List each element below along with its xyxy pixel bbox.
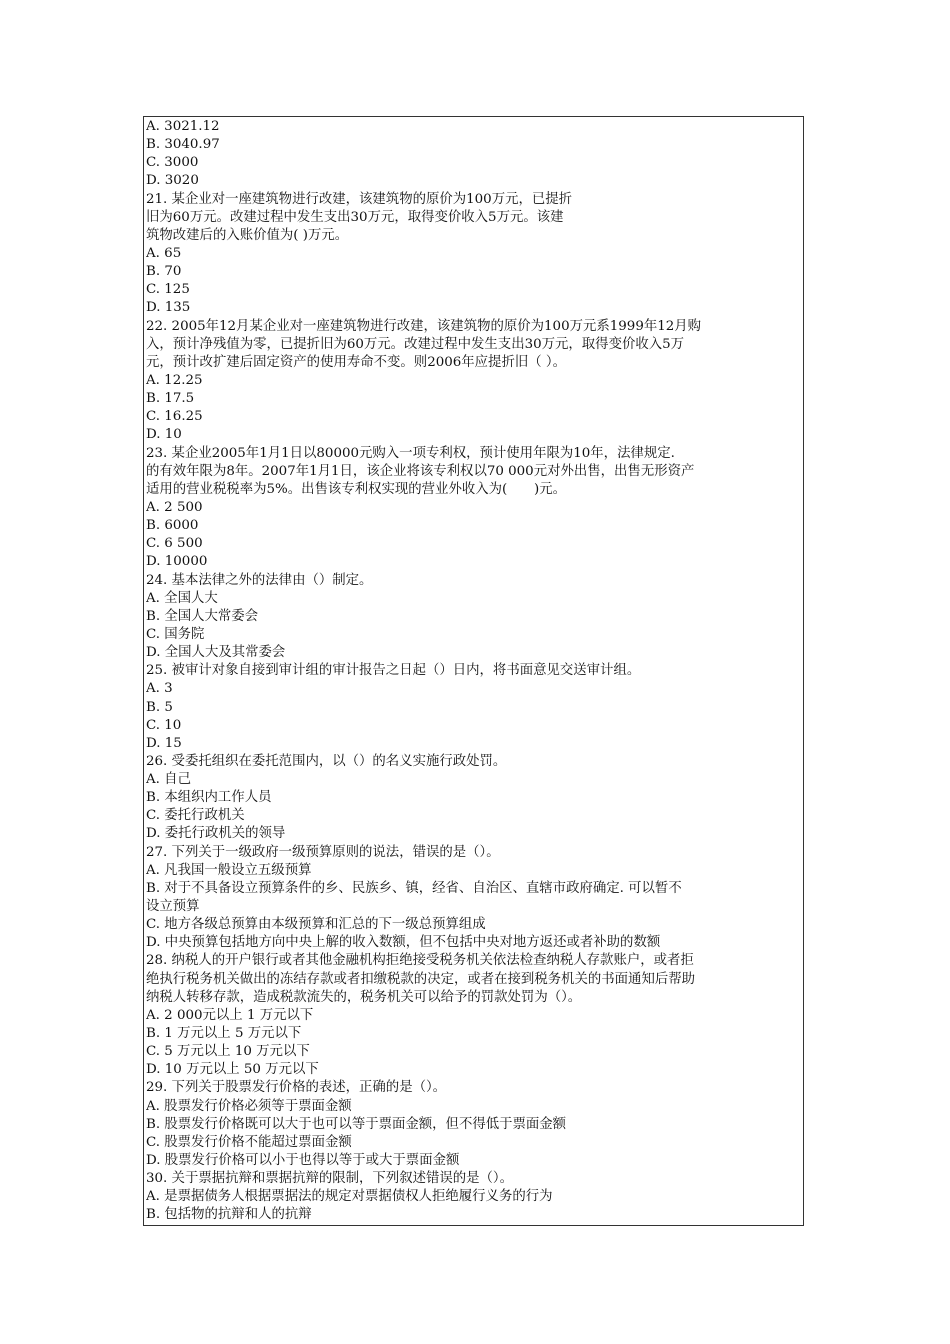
- text-line: A. 凡我国一般设立五级预算: [146, 862, 312, 878]
- text-line: D. 全国人大及其常委会: [146, 645, 286, 661]
- text-line: D. 10000: [146, 554, 208, 570]
- text-line: B. 股票发行价格既可以大于也可以等于票面金额，但不得低于票面金额: [146, 1116, 567, 1132]
- text-line: B. 包括物的抗辩和人的抗辩: [146, 1207, 312, 1223]
- text-line: 21. 某企业对一座建筑物进行改建，该建筑物的原价为100万元，已提折: [146, 191, 573, 207]
- text-line: C. 16.25: [146, 409, 203, 425]
- text-line: D. 10 万元以上 50 万元以下: [146, 1062, 319, 1078]
- text-line: C. 国务院: [146, 626, 205, 642]
- document-frame: [143, 116, 804, 1226]
- text-line: B. 本组织内工作人员: [146, 790, 272, 806]
- text-line: 的有效年限为8年。2007年1月1日，该企业将该专利权以70 000元对外出售，出售无形资产: [146, 463, 695, 479]
- text-line: B. 17.5: [146, 391, 195, 407]
- text-line: 纳税人转移存款，造成税款流失的，税务机关可以给予的罚款处罚为（）。: [146, 989, 582, 1005]
- text-line: C. 股票发行价格不能超过票面金额: [146, 1134, 352, 1150]
- text-line: B. 3040.97: [146, 137, 220, 153]
- text-line: C. 地方各级总预算由本级预算和汇总的下一级总预算组成: [146, 917, 486, 933]
- text-line: 绝执行税务机关做出的冻结存款或者扣缴税款的决定，或者在接到税务机关的书面通知后帮助: [146, 971, 696, 987]
- text-line: 23. 某企业2005年1月1日以80000元购入一项专利权，预计使用年限为10年，法律规定.: [146, 445, 675, 461]
- text-line: A. 股票发行价格必须等于票面金额: [146, 1098, 352, 1114]
- text-line: C. 6 500: [146, 536, 203, 552]
- text-line: B. 对于不具备设立预算条件的乡、民族乡、镇，经省、自治区、直辖市政府确定. 可以暂不: [146, 880, 682, 896]
- text-line: D. 中央预算包括地方向中央上解的收入数额，但不包括中央对地方返还或者补助的数额: [146, 935, 661, 951]
- text-line: A. 是票据债务人根据票据法的规定对票据债权人拒绝履行义务的行为: [146, 1189, 553, 1205]
- text-line: 28. 纳税人的开户银行或者其他金融机构拒绝接受税务机关依法检查纳税人存款账户，或者拒: [146, 953, 694, 969]
- text-line: 22. 2005年12月某企业对一座建筑物进行改建，该建筑物的原价为100万元系1999年12月购: [146, 318, 702, 334]
- text-line: 设立预算: [146, 899, 200, 915]
- text-line: D. 股票发行价格可以小于也得以等于或大于票面金额: [146, 1153, 460, 1169]
- text-line: A. 2 500: [146, 499, 203, 515]
- text-line: A. 3: [146, 681, 173, 697]
- text-line: B. 全国人大常委会: [146, 608, 259, 624]
- text-line: 筑物改建后的入账价值为( )万元。: [146, 227, 349, 243]
- text-line: B. 6000: [146, 518, 199, 534]
- text-line: C. 5 万元以上 10 万元以下: [146, 1044, 310, 1060]
- text-line: 24. 基本法律之外的法律由（）制定。: [146, 572, 373, 588]
- text-line: C. 3000: [146, 155, 199, 171]
- text-line: D. 委托行政机关的领导: [146, 826, 286, 842]
- text-line: A. 全国人大: [146, 590, 218, 606]
- text-line: B. 70: [146, 264, 182, 280]
- document-body: [146, 118, 799, 1225]
- text-line: 入，预计净残值为零，已提折旧为60万元。改建过程中发生支出30万元，取得变价收入5万: [146, 336, 685, 352]
- text-line: 适用的营业税税率为5%。出售该专利权实现的营业外收入为( )元。: [146, 481, 567, 497]
- text-line: D. 3020: [146, 173, 199, 189]
- text-line: C. 10: [146, 717, 182, 733]
- text-line: B. 5: [146, 699, 173, 715]
- text-line: 29. 下列关于股票发行价格的表述，正确的是（）。: [146, 1080, 447, 1096]
- text-line: C. 委托行政机关: [146, 808, 245, 824]
- text-line: A. 12.25: [146, 372, 203, 388]
- text-line: 旧为60万元。改建过程中发生支出30万元，取得变价收入5万元。该建: [146, 209, 564, 225]
- text-line: A. 65: [146, 245, 182, 261]
- text-line: A. 3021.12: [146, 119, 220, 134]
- text-line: A. 2 000元以上 1 万元以下: [146, 1007, 314, 1023]
- text-line: A. 自己: [146, 772, 191, 788]
- text-line: C. 125: [146, 282, 190, 298]
- text-line: 27. 下列关于一级政府一级预算原则的说法，错误的是（）。: [146, 844, 500, 860]
- text-line: D. 15: [146, 735, 182, 751]
- text-line: D. 10: [146, 427, 182, 443]
- text-line: B. 1 万元以上 5 万元以下: [146, 1026, 302, 1042]
- text-line: 30. 关于票据抗辩和票据抗辩的限制，下列叙述错误的是（）。: [146, 1171, 514, 1187]
- text-line: 25. 被审计对象自接到审计组的审计报告之日起（）日内，将书面意见交送审计组。: [146, 663, 641, 679]
- text-line: 元，预计改扩建后固定资产的使用寿命不变。则2006年应提折旧（ ）。: [146, 354, 566, 370]
- text-line: 26. 受委托组织在委托范围内，以（）的名义实施行政处罚。: [146, 753, 507, 769]
- text-line: D. 135: [146, 300, 191, 316]
